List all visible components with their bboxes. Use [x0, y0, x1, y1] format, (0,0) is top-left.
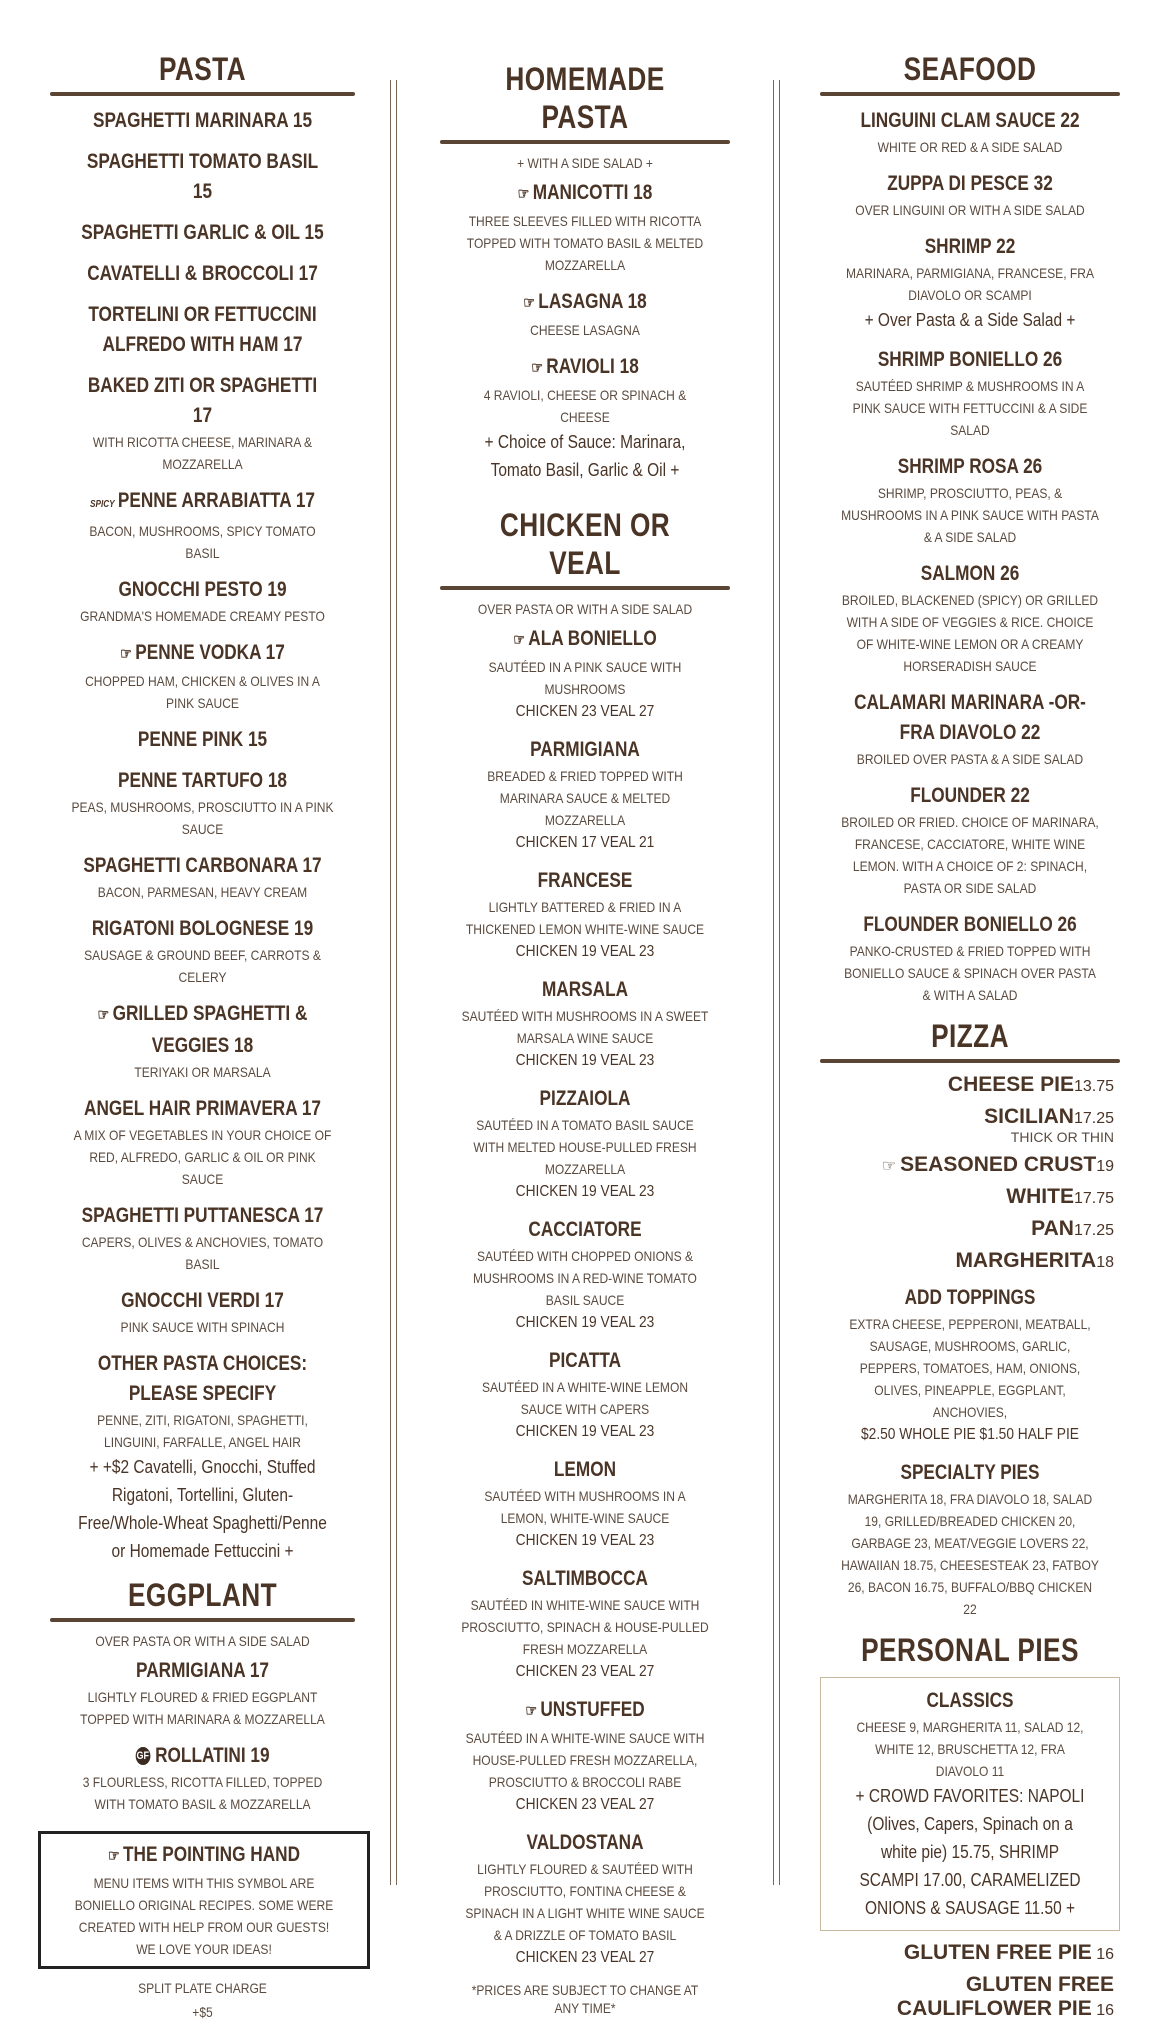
pasta-item-list: [50, 106, 355, 1565]
menu-item-title: SPAGHETTI CARBONARA 17: [83, 854, 322, 877]
column-divider-right: [773, 80, 780, 1885]
spicy-label: SPICY: [90, 499, 115, 510]
menu-item-desc: LIGHTLY BATTERED & FRIED IN A THICKENED LEMON WHITE-WINE SAUCE: [465, 899, 705, 937]
pointing-hand-icon: ☞: [513, 632, 525, 649]
crowd-favorites: + CROWD FAVORITES: NAPOLI (Olives, Capers, Spinach on a white pie) 15.75, SHRIMP SCAMPI 17.00, CARAMELIZED ONIONS & SAUSAGE 11.50 +: [855, 1786, 1085, 1918]
menu-item-name: [466, 866, 704, 896]
menu-item-name: [466, 1564, 704, 1594]
menu-item-title: ROLLATINI 19: [155, 1744, 270, 1767]
menu-item-desc: SAUTÉED IN A PINK SAUCE WITH MUSHROOMS: [488, 659, 682, 697]
menu-item-desc: 3 FLOURLESS, RICOTTA FILLED, TOPPED WITH TOMATO BASIL & MOZZARELLA: [82, 1774, 323, 1812]
menu-item-desc: CAPERS, OLIVES & ANCHOVIES, TOMATO BASIL: [81, 1234, 324, 1272]
menu-item-desc: SAUTÉED WITH MUSHROOMS IN A LEMON, WHITE-WINE SAUCE: [484, 1488, 686, 1526]
menu-item-title: SHRIMP ROSA 26: [897, 455, 1043, 478]
menu-item: [440, 735, 730, 855]
menu-item-note: + +$2 Cavatelli, Gnocchi, Stuffed Rigatoni, Tortellini, Gluten-Free/Whole-Wheat Spaghetti/Penne or Homemade Fettuccini +: [78, 1457, 327, 1561]
classics-list: CHEESE 9, MARGHERITA 11, SALAD 12, WHITE 12, BRUSCHETTA 12, FRA DIAVOLO 11: [856, 1719, 1084, 1779]
menu-item-title: FRANCESE: [537, 869, 633, 892]
menu-item-name: [77, 300, 327, 360]
menu-item-price: CHICKEN 23 VEAL 27: [515, 1663, 655, 1680]
menu-item: [440, 352, 730, 484]
menu-item: [440, 1215, 730, 1335]
homemade-pasta-rule: [440, 140, 730, 144]
add-toppings-list: EXTRA CHEESE, PEPPERONI, MEATBALL, SAUSAGE, MUSHROOMS, GARLIC, PEPPERS, TOMATOES, HAM, ONIONS, OLIVES, PINEAPPLE, EGGPLANT, ANCHOVIES,: [849, 1316, 1091, 1420]
pizza-item-price: 18: [1096, 1254, 1114, 1271]
menu-item-name: [466, 1084, 704, 1114]
menu-item-desc: SAUTÉED WITH MUSHROOMS IN A SWEET MARSALA WINE SAUCE: [461, 1008, 709, 1046]
menu-item-title: PARMIGIANA 17: [136, 1659, 269, 1682]
menu-item-desc: PINK SAUCE WITH SPINACH: [120, 1319, 285, 1335]
menu-item-title: ZUPPA DI PESCE 32: [887, 172, 1053, 195]
menu-item: [50, 1741, 355, 1815]
menu-item: [50, 1286, 355, 1338]
menu-item-desc: BROILED OR FRIED. CHOICE OF MARINARA, FRANCESE, CACCIATORE, WHITE WINE LEMON. WITH A CHOICE OF 2: SPINACH, PASTA OR SIDE SALAD: [841, 814, 1099, 896]
add-toppings-title: ADD TOPPINGS: [904, 1286, 1036, 1309]
menu-item-desc: 4 RAVIOLI, CHEESE OR SPINACH & CHEESE: [483, 387, 687, 425]
menu-item-note: + Choice of Sauce: Marinara, Tomato Basil, Garlic & Oil +: [484, 432, 686, 480]
menu-item: [50, 725, 355, 755]
pizza-item-name: PAN: [1031, 1217, 1074, 1240]
classics-box: [820, 1677, 1120, 1931]
pizza-item-name: WHITE: [1006, 1185, 1074, 1208]
menu-item-desc: CHOPPED HAM, CHICKEN & OLIVES IN A PINK SAUCE: [85, 673, 320, 711]
pointing-hand-icon: ☞: [523, 295, 536, 312]
menu-item-title: GNOCCHI VERDI 17: [121, 1289, 284, 1312]
menu-item-name: [847, 232, 1093, 262]
menu-column-middle: [440, 60, 730, 2023]
pizza-item-name: SICILIAN: [984, 1105, 1074, 1128]
menu-item-price: CHICKEN 19 VEAL 23: [515, 1314, 655, 1331]
menu-item-title: LASAGNA 18: [538, 290, 647, 313]
menu-item-name: [77, 1656, 327, 1686]
menu-item-name: [847, 452, 1093, 482]
menu-item-desc: SHRIMP, PROSCIUTTO, PEAS, & MUSHROOMS IN A PINK SAUCE WITH PASTA & A SIDE SALAD: [841, 485, 1099, 545]
pointing-hand-legend: [38, 1831, 370, 1969]
menu-item-price: CHICKEN 17 VEAL 21: [515, 834, 655, 851]
menu-item-title: ALA BONIELLO: [528, 627, 657, 650]
seafood-item-list: [820, 106, 1120, 1006]
menu-item: [440, 1084, 730, 1204]
pointing-hand-icon: ☞: [120, 646, 132, 663]
menu-item-title: SALMON 26: [920, 562, 1020, 585]
menu-item-title: LEMON: [553, 1458, 617, 1481]
menu-item-name: [466, 975, 704, 1005]
menu-item-title: SALTIMBOCCA: [522, 1567, 648, 1590]
menu-item-name: [77, 371, 327, 431]
menu-item: [820, 781, 1120, 899]
eggplant-section-title: EGGPLANT: [127, 1577, 278, 1613]
menu-item-desc: SAUTÉED IN A WHITE-WINE LEMON SAUCE WITH CAPERS: [481, 1379, 689, 1417]
classics-title: CLASSICS: [926, 1689, 1014, 1712]
pasta-title-rule: [50, 92, 355, 96]
menu-item-name: [466, 1695, 704, 1727]
menu-item-title: OTHER PASTA CHOICES: PLEASE SPECIFY: [97, 1352, 308, 1405]
menu-item: [820, 106, 1120, 158]
menu-item-desc: THREE SLEEVES FILLED WITH RICOTTA TOPPED WITH TOMATO BASIL & MELTED MOZZARELLA: [466, 213, 704, 273]
menu-item-desc: OVER LINGUINI OR WITH A SIDE SALAD: [855, 202, 1085, 218]
menu-item: [820, 169, 1120, 221]
pointing-hand-icon: ☞: [107, 1848, 120, 1865]
menu-item-name: [847, 169, 1093, 199]
chicken-veal-rule: [440, 586, 730, 590]
menu-item-title: MANICOTTI 18: [532, 181, 653, 204]
seafood-section-title: SEAFOOD: [903, 51, 1037, 87]
gluten-free-pie: [820, 1941, 1120, 1965]
menu-item-price: CHICKEN 19 VEAL 23: [515, 1423, 655, 1440]
homemade-pasta-title: HOMEMADE PASTA: [505, 61, 665, 135]
pizza-item-price: 13.75: [1073, 1078, 1114, 1095]
menu-item-name: [466, 624, 704, 656]
menu-item-name: [466, 1455, 704, 1485]
menu-item-title: CAVATELLI & BROCCOLI 17: [87, 262, 318, 285]
pizza-item-list: [820, 1073, 1120, 1273]
menu-item-name: [77, 1094, 327, 1124]
menu-column-left: [50, 50, 355, 2027]
menu-item-title: TORTELINI OR FETTUCCINI ALFREDO WITH HAM 17: [88, 303, 317, 356]
menu-item-name: [466, 178, 704, 210]
menu-item: [50, 147, 355, 207]
pizza-item-name: MARGHERITA: [955, 1249, 1097, 1272]
menu-item-desc: SAUTÉED WITH CHOPPED ONIONS & MUSHROOMS IN A RED-WINE TOMATO BASIL SAUCE: [473, 1248, 697, 1308]
specialty-pies: [820, 1458, 1120, 1620]
menu-item-desc: WHITE OR RED & A SIDE SALAD: [877, 139, 1063, 155]
menu-item: [820, 559, 1120, 677]
menu-item-name: [77, 851, 327, 881]
menu-item-desc: MARINARA, PARMIGIANA, FRANCESE, FRA DIAVOLO OR SCAMPI: [846, 265, 1094, 303]
eggplant-title-rule: [50, 1618, 355, 1622]
pizza-item-name: SEASONED CRUST: [900, 1153, 1097, 1176]
menu-item-desc: PANKO-CRUSTED & FRIED TOPPED WITH BONIELLO SAUCE & SPINACH OVER PASTA & WITH A SALAD: [844, 943, 1096, 1003]
pizza-item: [820, 1249, 1120, 1273]
menu-item-name: [77, 1201, 327, 1231]
menu-item: [50, 575, 355, 627]
menu-item: [50, 1349, 355, 1565]
menu-item: [440, 178, 730, 276]
menu-item-title: SPAGHETTI PUTTANESCA 17: [81, 1204, 324, 1227]
menu-item-name: [466, 287, 704, 319]
menu-item: [50, 300, 355, 360]
menu-item: [50, 851, 355, 903]
gluten-free-cauliflower-pie: [820, 1973, 1120, 2021]
menu-item-title: PICATTA: [548, 1349, 622, 1372]
menu-item-name: [77, 259, 327, 289]
menu-item-title: PENNE TARTUFO 18: [117, 769, 288, 792]
menu-item: [820, 688, 1120, 770]
gluten-free-cauliflower-pie-price: 16: [1096, 2002, 1114, 2019]
menu-item: [440, 287, 730, 341]
menu-item-price: CHICKEN 19 VEAL 23: [515, 943, 655, 960]
menu-item-price: CHICKEN 23 VEAL 27: [515, 703, 655, 720]
menu-item-name: [466, 735, 704, 765]
menu-item-desc: SAUTÉED IN A WHITE-WINE SAUCE WITH HOUSE-PULLED FRESH MOZZARELLA, PROSCIUTTO & BROCCOLI RABE: [465, 1730, 705, 1790]
homemade-pasta-subtitle: + WITH A SIDE SALAD +: [517, 155, 653, 171]
menu-item-name: [77, 999, 327, 1061]
menu-item-desc: BACON, MUSHROOMS, SPICY TOMATO BASIL: [89, 523, 316, 561]
menu-item-desc: GRANDMA'S HOMEMADE CREAMY PESTO: [80, 608, 325, 624]
menu-item: [440, 866, 730, 964]
menu-item-title: CACCIATORE: [528, 1218, 642, 1241]
personal-pies-title: PERSONAL PIES: [861, 1632, 1079, 1668]
menu-item-title: SHRIMP 22: [924, 235, 1016, 258]
menu-item-desc: BACON, PARMESAN, HEAVY CREAM: [97, 884, 308, 900]
menu-item: [50, 766, 355, 840]
chicken-veal-subtitle: OVER PASTA OR WITH A SIDE SALAD: [477, 601, 693, 617]
menu-item-name: [847, 559, 1093, 589]
menu-item-title: VALDOSTANA: [526, 1831, 644, 1854]
pizza-item: [820, 1073, 1120, 1097]
pizza-section-title: PIZZA: [931, 1018, 1009, 1054]
pizza-item-desc: THICK OR THIN: [1010, 1129, 1114, 1145]
menu-column-right: [820, 50, 1120, 2029]
eggplant-item-list: [50, 1656, 355, 1815]
menu-item-desc: LIGHTLY FLOURED & FRIED EGGPLANT TOPPED WITH MARINARA & MOZZARELLA: [80, 1689, 325, 1727]
menu-item-desc: SAUTÉED SHRIMP & MUSHROOMS IN A PINK SAUCE WITH FETTUCCINI & A SIDE SALAD: [852, 378, 1088, 438]
menu-item: [440, 975, 730, 1073]
menu-item: [440, 624, 730, 724]
specialty-pies-list: MARGHERITA 18, FRA DIAVOLO 18, SALAD 19, GRILLED/BREADED CHICKEN 20, GARBAGE 23, MEAT/VEGGIE LOVERS 22, HAWAIIAN 18.75, CHEESESTEAK 23, FATBOY 26, BACON 16.75, BUFFALO/BBQ CHICKEN 22: [841, 1491, 1099, 1617]
menu-item-name: [77, 147, 327, 207]
menu-item-title: SHRIMP BONIELLO 26: [877, 348, 1063, 371]
pizza-item-price: 17.25: [1073, 1222, 1114, 1239]
split-plate-price: +$5: [192, 2004, 213, 2020]
menu-item-name: [77, 725, 327, 755]
menu-item: [50, 999, 355, 1083]
menu-item-title: UNSTUFFED: [540, 1698, 645, 1721]
pointing-hand-icon: ☞: [531, 360, 543, 377]
menu-item: [50, 1201, 355, 1275]
menu-item-price: CHICKEN 23 VEAL 27: [515, 1796, 655, 1813]
column-divider-left: [390, 80, 397, 1885]
menu-item-title: LINGUINI CLAM SAUCE 22: [860, 109, 1080, 132]
menu-item-name: [847, 688, 1093, 748]
menu-item-name: [77, 106, 327, 136]
menu-item: [820, 452, 1120, 548]
menu-item-title: PARMIGIANA: [530, 738, 640, 761]
pizza-item: [820, 1105, 1120, 1145]
menu-item-desc: BROILED OVER PASTA & A SIDE SALAD: [856, 751, 1084, 767]
menu-item: [50, 106, 355, 136]
menu-item-name: [847, 106, 1093, 136]
menu-item-price: CHICKEN 23 VEAL 27: [515, 1949, 655, 1966]
menu-item-name: [466, 1215, 704, 1245]
menu-item-note: + Over Pasta & a Side Salad +: [864, 310, 1076, 330]
pizza-item: [820, 1217, 1120, 1241]
menu-item-name: [466, 352, 704, 384]
menu-item-title: FLOUNDER 22: [910, 784, 1030, 807]
add-toppings-price: $2.50 WHOLE PIE $1.50 HALF PIE: [861, 1426, 1079, 1443]
menu-item-price: CHICKEN 19 VEAL 23: [515, 1183, 655, 1200]
price-change-footnote: *PRICES ARE SUBJECT TO CHANGE AT ANY TIME*: [471, 1982, 699, 2016]
menu-item-title: PENNE VODKA 17: [135, 641, 285, 664]
menu-item-price: CHICKEN 19 VEAL 23: [515, 1052, 655, 1069]
menu-item: [820, 345, 1120, 441]
pointing-hand-icon: ☞: [881, 1158, 897, 1175]
menu-item: [50, 1094, 355, 1190]
pizza-item-price: 17.75: [1073, 1190, 1114, 1207]
menu-item: [50, 259, 355, 289]
gluten-free-badge: GF: [135, 1747, 150, 1765]
split-plate-charge: SPLIT PLATE CHARGE: [138, 1980, 267, 1996]
legend-text: MENU ITEMS WITH THIS SYMBOL ARE BONIELLO ORIGINAL RECIPES. SOME WERE CREATED WITH HELP FROM OUR GUESTS! WE LOVE YOUR IDEAS!: [74, 1875, 334, 1957]
chicken-veal-item-list: [440, 624, 730, 1970]
add-toppings: [820, 1283, 1120, 1447]
menu-item-name: [77, 766, 327, 796]
menu-item-desc: CHEESE LASAGNA: [530, 322, 640, 338]
menu-item-title: FLOUNDER BONIELLO 26: [863, 913, 1077, 936]
menu-item: [440, 1455, 730, 1553]
menu-item-name: [77, 638, 327, 670]
menu-item-title: SPAGHETTI TOMATO BASIL 15: [86, 150, 319, 203]
menu-item-name: [847, 345, 1093, 375]
gluten-free-cauliflower-pie-name: GLUTEN FREE CAULIFLOWER PIE: [896, 1973, 1114, 2020]
menu-item-price: CHICKEN 19 VEAL 23: [515, 1532, 655, 1549]
menu-item-title: ANGEL HAIR PRIMAVERA 17: [84, 1097, 321, 1120]
menu-item-name: [77, 914, 327, 944]
menu-item: [440, 1346, 730, 1444]
menu-item-name: [847, 910, 1093, 940]
menu-item: [440, 1828, 730, 1970]
menu-item-title: PENNE ARRABIATTA 17: [117, 489, 315, 512]
menu-item-title: PENNE PINK 15: [137, 728, 268, 751]
pizza-item-name: CHEESE PIE: [947, 1073, 1074, 1096]
menu-item: [50, 914, 355, 988]
pasta-section-title: PASTA: [158, 51, 247, 87]
menu-item: [820, 232, 1120, 334]
chicken-veal-title: CHICKEN OR VEAL: [499, 507, 671, 581]
pizza-item: [820, 1153, 1120, 1177]
menu-item: [50, 486, 355, 564]
menu-item-name: [466, 1346, 704, 1376]
pointing-hand-icon: ☞: [517, 186, 530, 203]
menu-item-name: [847, 781, 1093, 811]
menu-item-desc: SAUTÉED IN A TOMATO BASIL SAUCE WITH MELTED HOUSE-PULLED FRESH MOZZARELLA: [473, 1117, 697, 1177]
pizza-item-price: 17.25: [1073, 1110, 1114, 1127]
pointing-hand-icon: ☞: [525, 1703, 538, 1720]
menu-item-name: [77, 486, 327, 520]
seafood-title-rule: [820, 92, 1120, 96]
pizza-item: [820, 1185, 1120, 1209]
pizza-item-price: 19: [1096, 1158, 1114, 1175]
menu-item-title: SPAGHETTI MARINARA 15: [92, 109, 313, 132]
menu-item-name: [77, 1741, 327, 1771]
menu-item-desc: SAUTÉED IN WHITE-WINE SAUCE WITH PROSCIUTTO, SPINACH & HOUSE-PULLED FRESH MOZZARELLA: [461, 1597, 709, 1657]
menu-item-name: [466, 1828, 704, 1858]
menu-item: [50, 1656, 355, 1730]
menu-item-name: [77, 1349, 327, 1409]
pointing-hand-icon: ☞: [97, 1007, 110, 1024]
menu-item-desc: SAUSAGE & GROUND BEEF, CARROTS & CELERY: [84, 947, 321, 985]
pizza-title-rule: [820, 1059, 1120, 1063]
menu-item: [50, 371, 355, 475]
menu-item-title: PIZZAIOLA: [539, 1087, 631, 1110]
menu-item-name: [77, 1286, 327, 1316]
menu-item-title: SPAGHETTI GARLIC & OIL 15: [81, 221, 324, 244]
homemade-pasta-item-list: [440, 178, 730, 484]
menu-item: [50, 638, 355, 714]
menu-item: [440, 1695, 730, 1817]
menu-item: [440, 1564, 730, 1684]
menu-item-desc: PENNE, ZITI, RIGATONI, SPAGHETTI, LINGUINI, FARFALLE, ANGEL HAIR: [97, 1412, 308, 1450]
gluten-free-pie-name: GLUTEN FREE PIE: [903, 1941, 1092, 1964]
menu-item-title: GRILLED SPAGHETTI & VEGGIES 18: [112, 1002, 308, 1057]
menu-item-desc: PEAS, MUSHROOMS, PROSCIUTTO IN A PINK SAUCE: [71, 799, 334, 837]
menu-item-title: BAKED ZITI OR SPAGHETTI 17: [87, 374, 318, 427]
gluten-free-pie-price: 16: [1096, 1946, 1114, 1963]
menu-item-title: RIGATONI BOLOGNESE 19: [91, 917, 314, 940]
menu-item-title: CALAMARI MARINARA -OR- FRA DIAVOLO 22: [854, 691, 1086, 744]
menu-item-desc: WITH RICOTTA CHEESE, MARINARA & MOZZARELLA: [92, 434, 313, 472]
menu-item-title: GNOCCHI PESTO 19: [118, 578, 287, 601]
legend-title: THE POINTING HAND: [123, 1843, 301, 1866]
menu-item: [820, 910, 1120, 1006]
menu-item-title: MARSALA: [541, 978, 629, 1001]
menu-item-desc: BROILED, BLACKENED (SPICY) OR GRILLED WITH A SIDE OF VEGGIES & RICE. CHOICE OF WHITE-WINE LEMON OR A CREAMY HORSERADISH SAUCE: [841, 592, 1099, 674]
eggplant-subtitle: OVER PASTA OR WITH A SIDE SALAD: [95, 1633, 310, 1649]
menu-item-desc: TERIYAKI OR MARSALA: [134, 1064, 271, 1080]
menu-item-desc: A MIX OF VEGETABLES IN YOUR CHOICE OF RED, ALFREDO, GARLIC & OIL OR PINK SAUCE: [73, 1127, 332, 1187]
menu-item-title: RAVIOLI 18: [546, 355, 639, 378]
menu-item-name: [77, 575, 327, 605]
menu-item-desc: LIGHTLY FLOURED & SAUTÉED WITH PROSCIUTTO, FONTINA CHEESE & SPINACH IN A LIGHT WHITE WINE SAUCE & A DRIZZLE OF TOMATO BASIL: [465, 1861, 705, 1943]
specialty-pies-title: SPECIALTY PIES: [900, 1461, 1040, 1484]
menu-item-name: [77, 218, 327, 248]
menu-item: [50, 218, 355, 248]
menu-item-desc: BREADED & FRIED TOPPED WITH MARINARA SAUCE & MELTED MOZZARELLA: [487, 768, 683, 828]
